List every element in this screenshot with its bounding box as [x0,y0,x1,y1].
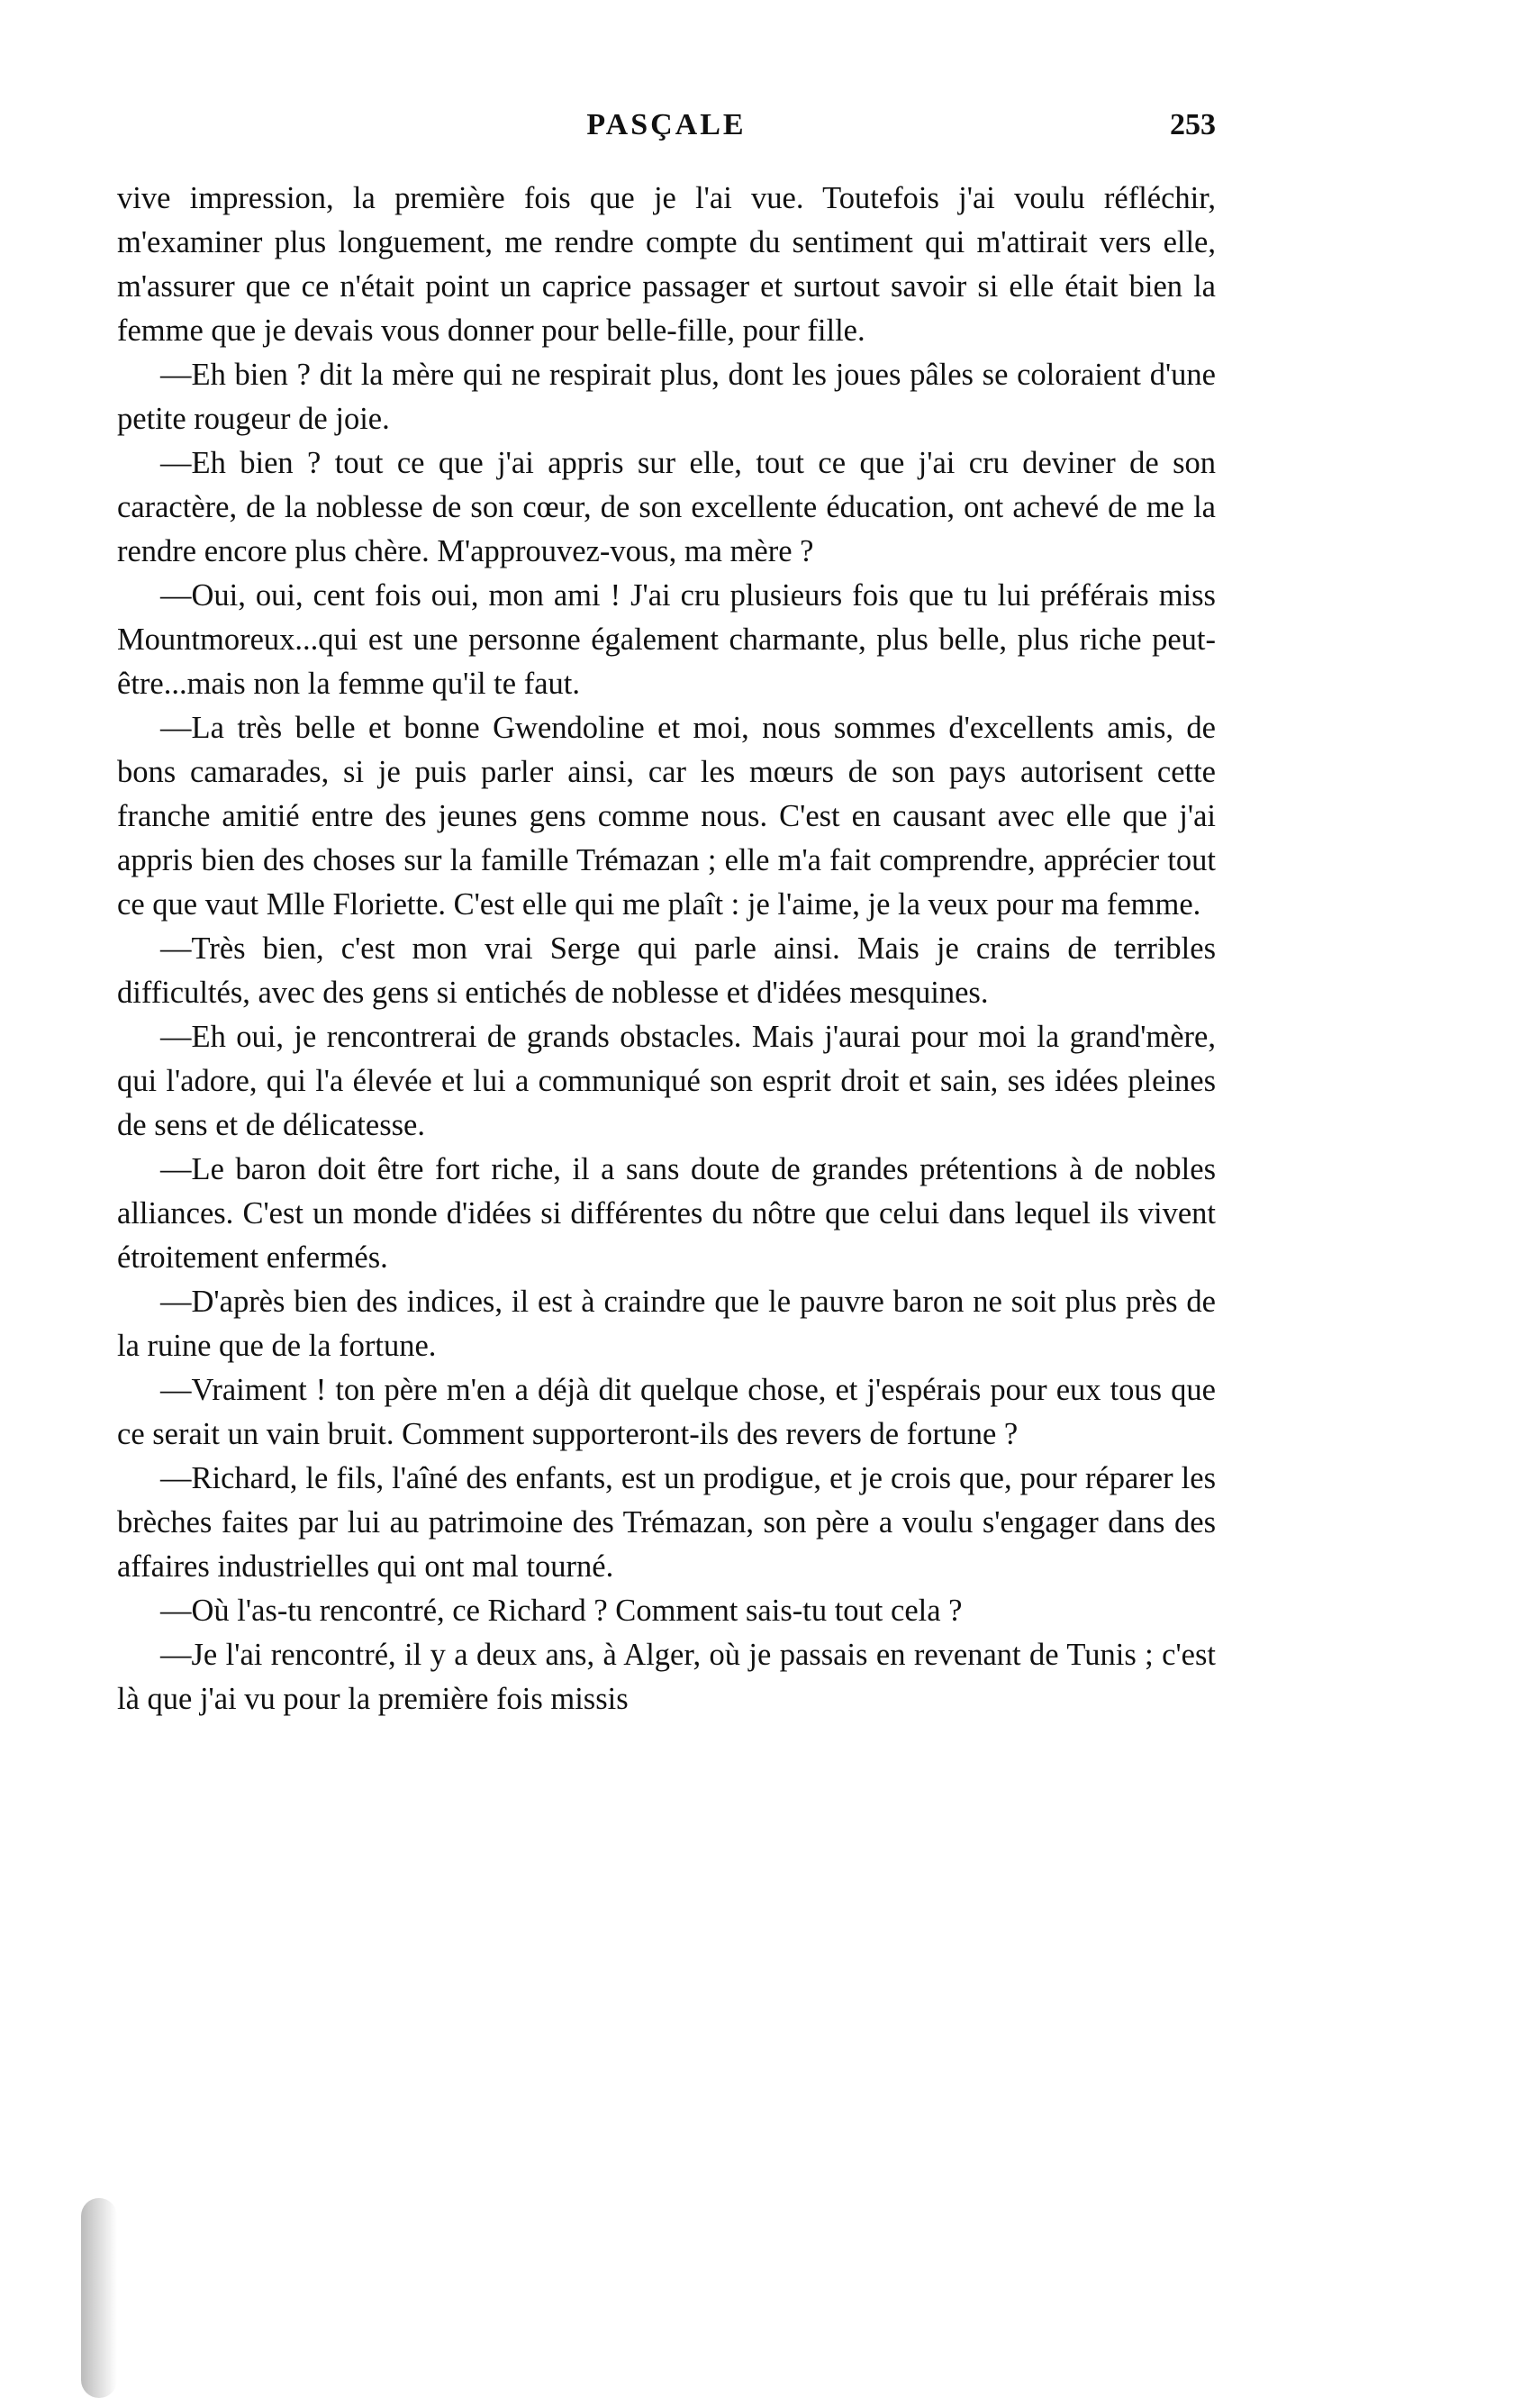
paragraph: —Je l'ai rencontré, il y a deux ans, à Alger, où je passais en revenant de Tunis ; c'est là que j'ai vu pour la première fois missis [117,1638,1216,1716]
running-title: PASÇALE [586,108,747,141]
paragraph: —Très bien, c'est mon vrai Serge qui parle ainsi. Mais je crains de terribles difficultés, avec des gens si entichés de noblesse et d'idées mesquines. [117,931,1216,1010]
paragraph: —Vraiment ! ton père m'en a déjà dit quelque chose, et j'espérais pour eux tous que ce serait un vain bruit. Comment supporteront-ils des revers de fortune ? [117,1373,1216,1451]
paragraph: —Où l'as-tu rencontré, ce Richard ? Comment sais-tu tout cela ? [160,1594,963,1628]
page-number: 253 [1170,108,1216,141]
paragraph: —Eh bien ? dit la mère qui ne respirait plus, dont les joues pâles se coloraient d'une petite rougeur de joie. [117,358,1216,436]
paragraph: —Oui, oui, cent fois oui, mon ami ! J'ai cru plusieurs fois que tu lui préférais miss Mountmoreux...qui est une personne également charmante, plus belle, plus riche peut-être...mais non la femme qu'il te faut. [117,578,1216,701]
running-head [117,108,1216,153]
scan-smudge [81,2198,117,2398]
paragraph: —Richard, le fils, l'aîné des enfants, est un prodigue, et je crois que, pour réparer les brèches faites par lui au patrimoine des Trémazan, son père a voulu s'engager dans des affaires industrielles qui ont mal tourné. [117,1461,1216,1584]
paragraph: —Eh oui, je rencontrerai de grands obstacles. Mais j'aurai pour moi la grand'mère, qui l'adore, qui l'a élevée et lui a communiqué son esprit droit et sain, ses idées pleines de sens et de délicatesse. [117,1020,1216,1142]
body-text [117,177,1216,1721]
paragraph: vive impression, la première fois que je l'ai vue. Toutefois j'ai voulu réfléchir, m'examiner plus longuement, me rendre compte du sentiment qui m'attirait vers elle, m'assurer que ce n'était point un caprice passager et surtout savoir si elle était bien la femme que je devais vous donner pour belle-fille, pour fille. [117,181,1216,348]
paragraph: —Le baron doit être fort riche, il a sans doute de grandes prétentions à de nobles alliances. C'est un monde d'idées si différentes du nôtre que celui dans lequel ils vivent étroitement enfermés. [117,1152,1216,1275]
paragraph: —D'après bien des indices, il est à craindre que le pauvre baron ne soit plus près de la ruine que de la fortune. [117,1285,1216,1363]
paragraph: —La très belle et bonne Gwendoline et moi, nous sommes d'excellents amis, de bons camarades, si je puis parler ainsi, car les mœurs de son pays autorisent cette franche amitié entre des jeunes gens comme nous. C'est en causant avec elle que j'ai appris bien des choses sur la famille Trémazan ; elle m'a fait comprendre, apprécier tout ce que vaut Mlle Floriette. C'est elle qui me plaît : je l'aime, je la veux pour ma femme. [117,711,1216,922]
paragraph: —Eh bien ? tout ce que j'ai appris sur elle, tout ce que j'ai cru deviner de son caractère, de la noblesse de son cœur, de son excellente éducation, ont achevé de me la rendre encore plus chère. M'approuvez-vous, ma mère ? [117,446,1216,568]
